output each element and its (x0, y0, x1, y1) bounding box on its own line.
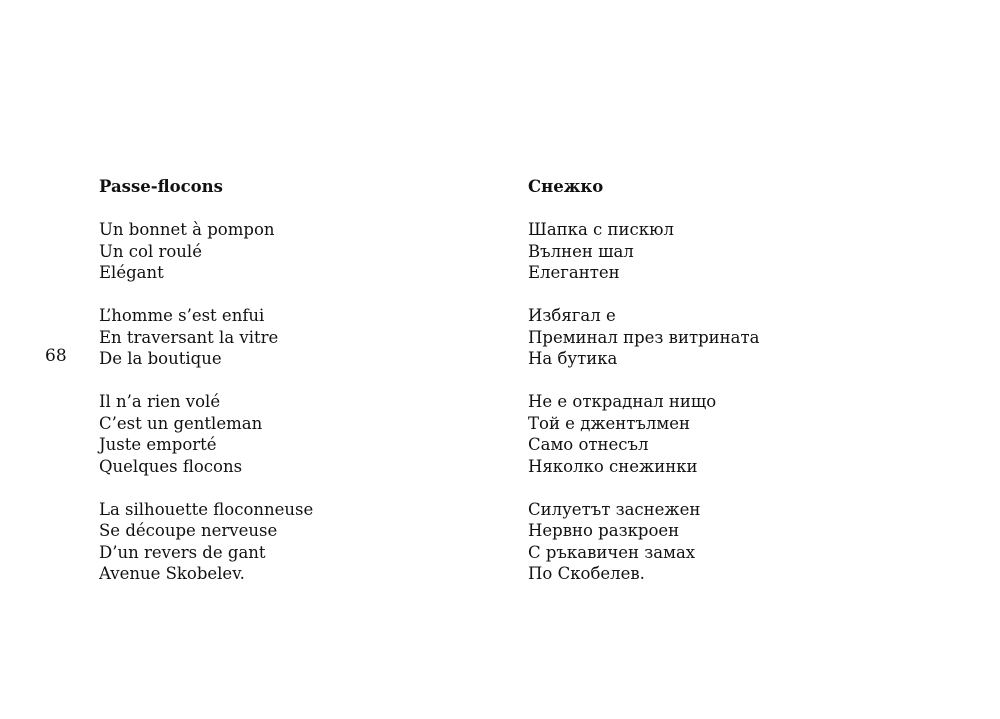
stanza (528, 219, 948, 284)
poem-line: Avenue Skobelev. (99, 564, 245, 583)
poem-bulgarian (528, 176, 948, 606)
poem-line: По Скобелев. (528, 564, 645, 583)
poem-line: Елегантен (528, 263, 620, 282)
stanza (528, 305, 948, 370)
stanza (99, 219, 519, 284)
stanza (99, 305, 519, 370)
stanza (99, 391, 519, 477)
stanza (528, 499, 948, 585)
poem-line: En traversant la vitre (99, 327, 279, 347)
poem-line: Нервно разкроен (528, 521, 680, 540)
poem-line: С ръкавичен замах (528, 542, 696, 562)
poem-line: D’un revers de gant (99, 542, 266, 562)
poem-french (99, 176, 519, 606)
poem-line: Elégant (99, 263, 164, 282)
poem-line: Juste emporté (99, 435, 217, 454)
poem-line: Se découpe nerveuse (99, 521, 278, 540)
poem-line: Само отнесъл (528, 435, 649, 454)
poem-title-french: Passe-flocons (99, 177, 223, 196)
poem-line: Un col roulé (99, 241, 202, 261)
poem-line: La silhouette floconneuse (99, 499, 314, 519)
poem-title-bulgarian: Снежко (528, 177, 604, 196)
poem-line: De la boutique (99, 349, 222, 368)
poem-line: Няколко снежинки (528, 456, 698, 476)
poem-line: Силуетът заснежен (528, 499, 701, 519)
poem-line: На бутика (528, 349, 618, 368)
stanza (99, 499, 519, 585)
poem-line: Избягал е (528, 306, 616, 325)
page-number: 68 (45, 346, 67, 366)
poem-line: C’est un gentleman (99, 413, 263, 433)
poem-line: Преминал през витрината (528, 327, 760, 347)
poem-line: Шапка с пискюл (528, 220, 674, 239)
poem-line: Той е джентълмен (528, 413, 690, 433)
poem-line: Il n’a rien volé (99, 392, 221, 411)
poem-line: L’homme s’est enfui (99, 306, 265, 325)
poem-line: Вълнен шал (528, 241, 634, 261)
poem-line: Не е откраднал нищо (528, 392, 717, 411)
poem-line: Un bonnet à pompon (99, 220, 275, 239)
stanza (528, 391, 948, 477)
poem-line: Quelques flocons (99, 456, 243, 476)
